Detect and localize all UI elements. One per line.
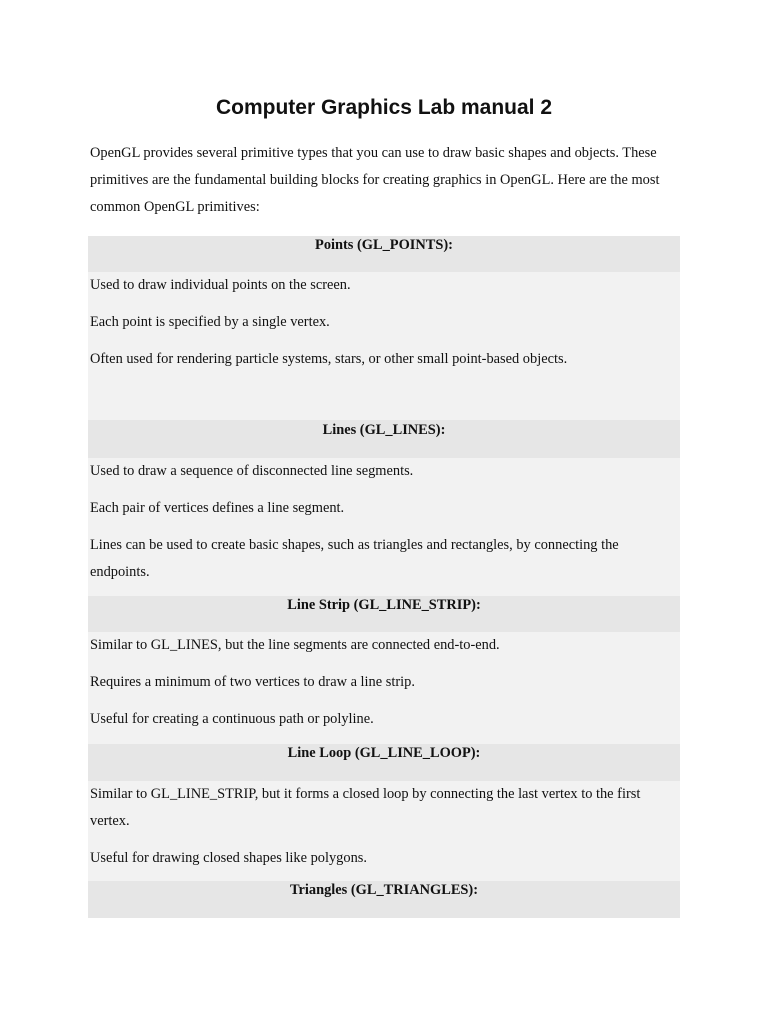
page-title: Computer Graphics Lab manual 2	[215, 96, 553, 119]
list-item: Each point is specified by a single vertex.	[90, 314, 330, 330]
intro-paragraph: OpenGL provides several primitive types that you can use to draw basic shapes and objects. These primitives are the fundamental building blocks for creating graphics in OpenGL. Here are the most common OpenGL primitives:	[90, 145, 660, 215]
section-body-lines	[88, 458, 680, 596]
section-heading-points: Points (GL_POINTS):	[88, 236, 680, 272]
section-heading-line-strip: Line Strip (GL_LINE_STRIP):	[88, 596, 680, 632]
section-heading-line-loop: Line Loop (GL_LINE_LOOP):	[88, 744, 680, 781]
list-item: Each pair of vertices defines a line segment.	[90, 500, 345, 516]
primitives-table	[88, 236, 680, 918]
list-item: Often used for rendering particle systems, stars, or other small point-based objects.	[90, 351, 568, 367]
list-item: Similar to GL_LINES, but the line segments are connected end-to-end.	[90, 637, 500, 653]
list-item: Useful for creating a continuous path or polyline.	[90, 711, 374, 727]
list-item: Similar to GL_LINE_STRIP, but it forms a closed loop by connecting the last vertex to the first vertex.	[90, 786, 641, 829]
section-body-points	[88, 272, 680, 420]
list-item: Lines can be used to create basic shapes, such as triangles and rectangles, by connecting the endpoints.	[90, 537, 619, 580]
list-item: Useful for drawing closed shapes like polygons.	[90, 850, 367, 866]
list-item: Requires a minimum of two vertices to draw a line strip.	[90, 674, 415, 690]
section-body-line-loop	[88, 781, 680, 881]
section-heading-lines: Lines (GL_LINES):	[88, 420, 680, 458]
list-item: Used to draw individual points on the screen.	[90, 277, 351, 293]
section-heading-triangles: Triangles (GL_TRIANGLES):	[88, 881, 680, 918]
section-body-line-strip	[88, 632, 680, 744]
list-item: Used to draw a sequence of disconnected line segments.	[90, 463, 414, 479]
